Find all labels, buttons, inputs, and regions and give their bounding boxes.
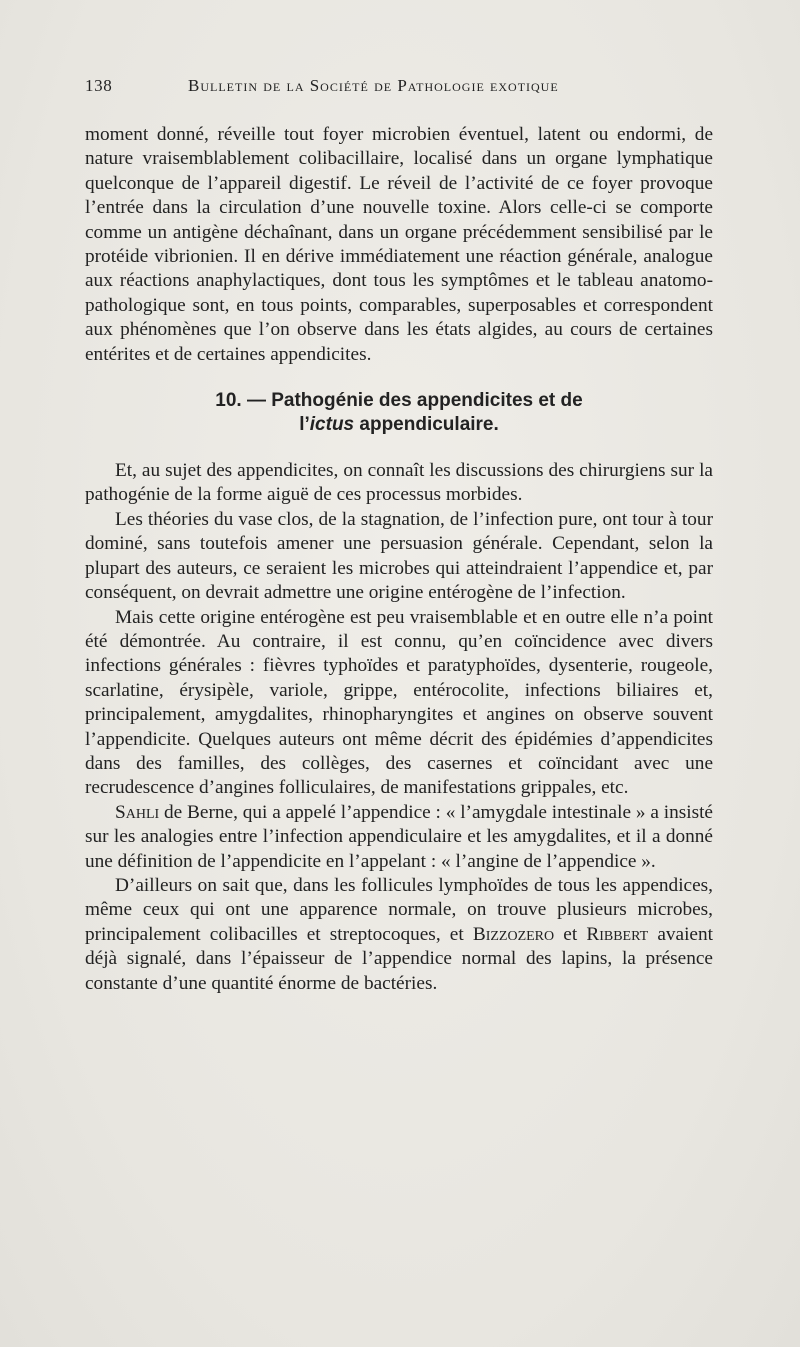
paragraph-appendicites-intro: Et, au sujet des appendicites, on connaît les discussions des chirurgiens sur la pathogénie de la forme aiguë de ces processus morbides. [85,460,713,506]
paragraph-sahli-text: de Berne, qui a appelé l’appendice : « l’amygdale intestinale » a insisté sur les analogies entre l’infection appendiculaire et les amygdalites, et il a donné une définition de l’appendicite en l’appelant : « l’angine de l’appendice ». [85,801,713,872]
section-heading-article: l’ [299,414,310,436]
journal-title: Bulletin de la Société de Pathologie exotique [188,76,559,95]
paragraph-follicules [85,874,713,996]
running-head [85,76,713,102]
paragraph-follicules-start: D’ailleurs on sait que, dans les follicules lymphoïdes de tous les appendices, même ceux qui ont une apparence normale, on trouve plusieurs microbes, principalement colibacilles et streptocoques, et [85,874,713,945]
paragraph-continuation: moment donné, réveille tout foyer microbien éventuel, latent ou endormi, de nature vraisemblablement colibacillaire, localisé dans un organe lymphatique quelconque de l’appareil digestif. Le réveil de l’activité de ce foyer provoque l’entrée dans la circulation d’une nouvelle toxine. Alors celle-ci se comporte comme un antigène déchaînant, dans un organe précédemment sensibilisé par le protéide vibrionien. Il en dérive immédiatement une réaction générale, analogue aux réactions anaphylactiques, dont tous les symptômes et le tableau anatomo-pathologique sont, en tous points, comparables, superposables et correspondent aux phénomènes que l’on observe dans les états algides, au cours de certaines entérites et de certaines appendicites. [85,124,713,365]
paragraph-enterogene: Mais cette origine entérogène est peu vraisemblable et en outre elle n’a point été démontrée. Au contraire, il est connu, qu’en coïncidence avec divers infections générales : fièvres typhoïdes et paratyphoïdes, dysenterie, rougeole, scarlatine, érysipèle, variole, grippe, entérocolite, infections biliaires et, principalement, amygdalites, rhinopharyngites et angines on observe souvent l’appendicite. Quelques auteurs ont même décrit des épidémies d’appendicites dans des familles, des collèges, des casernes et coïncidant avec une recrudescence d’angines folliculaires, de manifestations grippales, etc. [85,606,713,799]
paragraph-theories: Les théories du vase clos, de la stagnation, de l’infection pure, ont tour à tour dominé, sans toutefois amener une persuasion générale. Cependant, selon la plupart des auteurs, ce seraient les microbes qui atteindraient l’appendice et, par conséquent, on devrait admettre une origine entérogène de l’infection. [85,508,713,604]
page-number: 138 [85,76,113,95]
author-name-ribbert: Ribbert [586,923,649,945]
body-text [85,123,713,996]
paragraph-sahli [85,801,713,874]
paragraph-follicules-mid: et [554,923,587,945]
section-heading-rest: appendiculaire. [354,414,499,436]
section-heading [85,389,713,437]
section-heading-line1: 10. — Pathogénie des appendicites et de [215,390,583,412]
author-name-sahli: Sahli [115,801,160,823]
section-heading-line2 [85,413,713,437]
paragraph-follicules-end: avaient déjà signalé, dans l’épaisseur de l’appendice normal des lapins, la présence constante d’une quantité énorme de bactéries. [85,923,713,994]
author-name-bizzozero: Bizzozero [472,923,555,945]
section-heading-italic: ictus [309,414,355,436]
